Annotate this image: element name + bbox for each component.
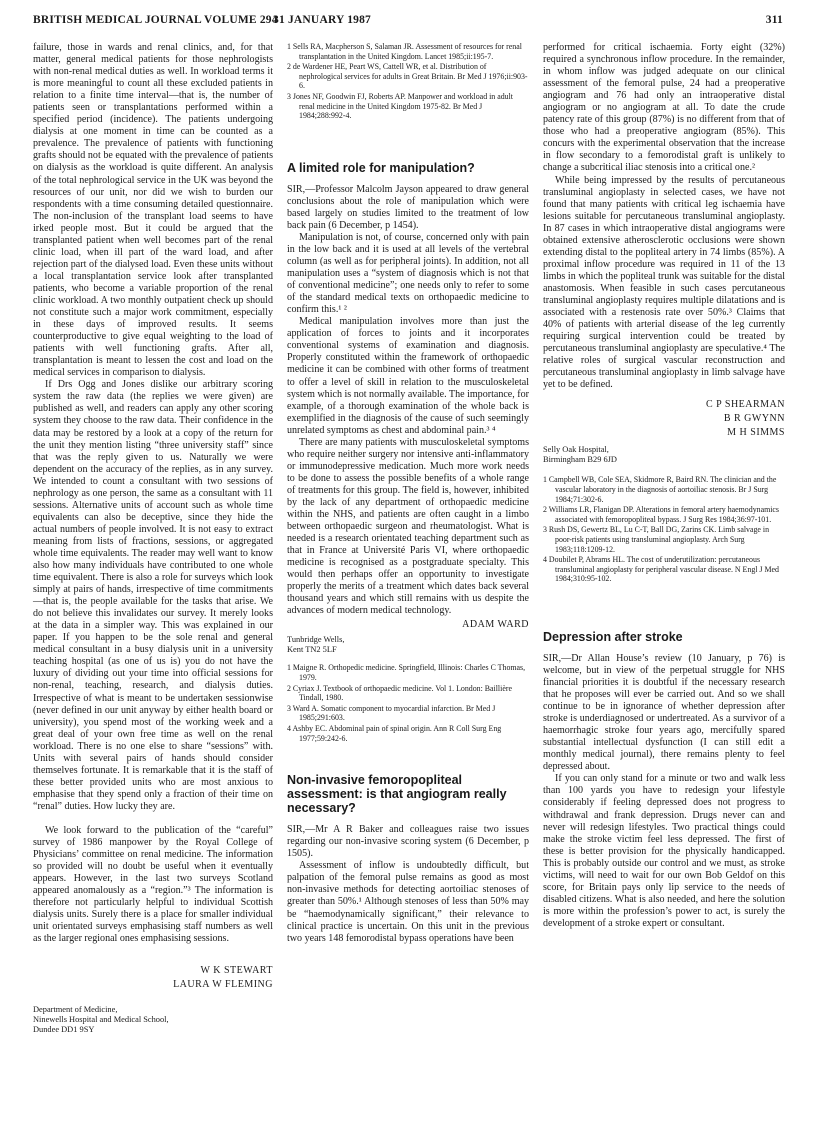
address-line: Birmingham B29 6JD — [543, 455, 617, 465]
column-1 — [33, 42, 273, 1035]
reference-list — [287, 663, 529, 743]
author-name: LAURA W FLEMING — [173, 979, 273, 991]
signature-block — [33, 965, 273, 991]
column-2 — [287, 42, 529, 945]
reference-item: 1 Maigne R. Orthopedic medicine. Springfield, Illinois: Charles C Thomas, 1979. — [287, 663, 526, 683]
page-number: 311 — [765, 14, 783, 26]
journal-title: BRITISH MEDICAL JOURNAL VOLUME 294 — [33, 14, 278, 26]
body-paragraph: Assessment of inflow is undoubtedly difficult, but palpation of the femoral pulse remains as good as most non-invasive methods for detecting aortoiliac stenoses of greater than 50%.¹ Although stenoses of less than 50% may be “haemodynamically significant,” their relevance to clinical practice is uncertain. On this unit in the previous two years 148 femorodistal bypass operations have been — [287, 860, 529, 944]
author-name: W K STEWART — [200, 965, 273, 977]
reference-item: 2 de Wardener HE, Peart WS, Cattell WR, et al. Distribution of nephrological services for adults in Great Britain. Br Med J 1976;ii:903-6. — [287, 62, 528, 91]
body-paragraph: If Drs Ogg and Jones dislike our arbitrary scoring system the raw data (the replies we were given) are published as well, and readers can apply any other scoring system they choose to the raw data. Their confidence in the data may be restored by a look at a copy of the return for the unit they mention listing “three university staff” since that was the reply given to us. Naturally we were dependent on the accuracy of the replies, as in any survey. We intended to count a consultant with two sessions of nephrology as one person, the same as a consultant with 11 sessions. Alternative units of account such as whole time equivalents can also be deceptive, since they hide the actual numbers of people involved. It is not easy to extract meaning from lists of fractions, sessions, or aggregated whole time equivalents. The reader may well want to know also how many individuals have contributed to one whole time equivalent. There is also a role for surveys which look simply at pairs of hands, irrespective of time commitments—that is, the people available for the tasks that arise. We do not believe this invalidates our survey. It merely looks at the data in a simpler way. This was explained in our paper. If you happen to be the sole renal and general medical consultant in a busy dialysis unit in a university teaching hospital (as one of us is) you do not have the luxury of dividing out your time into official sessions for non-renal, teaching, research, and dialysis duties. Irrespective of what is meant to be undertaken sessionwise (never defined in our unit anyway by either health board or university), you spend most of the working week and a great deal of your own free time as well on the renal workload. There is no one else to share “sessions” with. Units with several pairs of hands should consider themselves fortunate. It is remarkable that it is the staff of these better provided units who are most anxious to emphasise that they spend only a fraction of their time on “renal” duties. How lucky they are. — [33, 379, 273, 812]
body-paragraph: There are many patients with musculoskeletal symptoms who require neither surgery nor intensive anti-inflammatory or immunodepressive medication. Much more work needs to be done to assess the possible benefits of a whole range of treatments for this group. The field is, however, inhibited by the lack of any department of orthopaedic medicine within the NHS, and patients are often caught in a limbo between orthopaedic surgeon and rheumatologist. What is needed is a research orientated teaching department such as that in France at Université Paris VI, where orthopaedic medicine is recognised as a postgraduate specialty. This would then perhaps offer an opportunity to investigate properly the merits of a treatment which dates back several thousand years and which still remains with us despite the advances of modern medical technology. — [287, 436, 529, 617]
article-heading: Non-invasive femoropopliteal assessment: is that angiogram really necessary? — [287, 773, 507, 816]
author-address — [33, 1005, 273, 1035]
body-paragraph: SIR,—Dr Allan House’s review (10 January, p 76) is welcome, but in view of the perpetual struggle for NHS financial priorities it is doubtful if the necessary research that he proposes will ever be carried out. And so we shall continue to be in ignorance of whether depression after stroke is underdiagnosed or undertreated. As a survivor of a haemorrhagic stroke four years ago, mercifully spared substantial intellectual dysfunction (I can still edit a monthly medical journal), there remains plenty to feel depressed about. — [543, 652, 785, 773]
body-paragraph: Manipulation is not, of course, concerned only with pain in the low back and it is used at all levels of the vertebral column (as well as for peripheral joints). In addition, not all manipulation uses a “system of diagnosis which is not that of conventional medicine”; one needs only to refer to some of the standard medical texts on orthopaedic medicine to confirm this.¹ ² — [287, 231, 529, 316]
author-name: M H SIMMS — [727, 427, 785, 439]
masthead — [33, 14, 783, 34]
address-line: Tunbridge Wells, — [287, 635, 345, 645]
author-name: C P SHEARMAN — [706, 399, 785, 411]
body-paragraph: Medical manipulation involves more than just the application of forces to joints and it incorporates conventional systems of examination and diagnosis. Properly constituted within the framework of orthopaedic medicine it can be combined with other forms of treatment to offer a level of skill in relation to the musculoskeletal system which is not normally available. The importance, for example, of a thorough examination of the whole back is exemplified in the diagnosis of the cause of such seemingly unrelated symptoms as chest and abdominal pain.³ ⁴ — [287, 316, 529, 436]
address-line: Kent TN2 5LF — [287, 645, 337, 655]
body-paragraph: If you can only stand for a minute or two and walk less than 100 yards you have to redesign your lifestyle considerably if feeling depressed does not progress to withdrawal and frank depression. Drugs never can and never will redesign lifestyles. Two practical things could make the stroke victim feel less depressed. The first of these is better provision for the physically handicapped. This is probably outside our control and we must, as stroke victims, will need to wait for our own Bob Geldof on this score, for Britain pays only lip service to the needs of disabled citizens. What is also needed, and here the solution is more within the profession’s power to act, is surely the development of a stroke expert or consultant. — [543, 773, 785, 929]
author-name: ADAM WARD — [462, 619, 529, 631]
author-address — [543, 445, 785, 465]
address-line: Department of Medicine, — [33, 1005, 118, 1015]
body-paragraph: performed for critical ischaemia. Forty eight (32%) required a synchronous inflow procedure. In the remainder, in whom inflow was judged adequate on our clinical assessment of the femoral pulse, 24 had a preoperative angiogram and 76 had only an intraoperative distal angiogram or no angiogram at all. To date the crude patency rate of this group (87%) is no different from that of those who had a preoperative angiogram (85%). This concurs with the experimental observation that the increase in flow secondary to a femorodistal graft is unlikely to change a subcritical iliac stenosis into a critical one.² — [543, 42, 785, 174]
issue-date: 31 JANUARY 1987 — [273, 14, 371, 26]
reference-item: 4 Ashby EC. Abdominal pain of spinal origin. Ann R Coll Surg Eng 1977;59:242-6. — [287, 724, 502, 743]
article-heading: Depression after stroke — [543, 629, 683, 644]
address-line: Selly Oak Hospital, — [543, 445, 609, 455]
column-3 — [543, 42, 785, 930]
body-paragraph: failure, those in wards and renal clinics, and, for that matter, general medical patients for those nephrologists with non-renal medical duties as well. In workload terms it is more meaningful to count all these excluded patients in relation to a finite time interval—that is, the number of patients seen or transplantations performed within a specified period (incidence). The patients undergoing dialysis at one moment in time can be counted as a prevalence. The prevalence of patients with functioning grafts should not be equated with the prevalence of patients on dialysis as the workload is quite different. An analysis of the total nephrological service in the UK was beyond the resources of our unit, nor did we wish to burden our respondents with a time consuming detailed questionnaire. The non-inclusion of the transplant load seems to have irked people most. But it could be argued that the transplanted patient when well becomes part of the renal clinic load, when ill part of the ward load, and after rejection part of the dialysed load. Even these units without a local transplantation service look after transplanted patients, who become a variable proportion of the renal clinic workload. A two monthly outpatient check up should not constitute such a major work commitment, especially in these days of improved results. It seems counterproductive to give equal weighting to the load of patients with well functioning grafts. After all, transplantation is meant to lessen the cost and load on the medical services in comparison to dialysis. — [33, 42, 273, 379]
author-name: B R GWYNN — [723, 413, 785, 425]
reference-item: 2 Williams LR, Flanigan DP. Alterations in femoral artery haemodynamics associated with femoropopliteal bypass. J Surg Res 1984;36:97-101. — [543, 505, 779, 524]
reference-item: 3 Rush DS, Gewertz BL, Lu C-T, Ball DG, Zarins CK. Limb salvage in poor-risk patients using transluminal angioplasty. Arch Surg 1983;118:1209-12. — [543, 525, 770, 554]
reference-item: 1 Campbell WB, Cole SEA, Skidmore R, Baird RN. The clinician and the vascular laboratory in the diagnosis of aortoiliac stenosis. Br J Surg 1984;71:302-6. — [543, 475, 777, 504]
body-paragraph: We look forward to the publication of the “careful” survey of 1986 manpower by the Royal College of Physicians’ committee on renal medicine. The information so provided will no doubt be useful when it eventually appears. However, in the last two surveys Scotland appeared anomalously as a “region.”³ The information is therefore not particularly helpful to individual Scottish dialysis units. Surely there is a place for smaller individual unit orientated surveys emphasising staff numbers as well as the larger regional ones emphasising sessions. — [33, 825, 273, 945]
author-address — [287, 635, 529, 655]
address-line: Ninewells Hospital and Medical School, — [33, 1015, 169, 1025]
body-paragraph: While being impressed by the results of percutaneous transluminal angioplasty in selected cases, we have not found that many patients with critical leg ischaemia have lesions suitable for percutaneous transluminal angioplasty. In 87 cases in which intraoperative distal angiograms were obtained extensive atherosclerotic occlusions were shown extending distal to the popliteal artery in 74 limbs (85%). A proximal inflow procedure was required in 11 of the 13 limbs in which the popliteal trunk was suitable for the distal anastomosis. When feasible in such cases percutaneous transluminal angioplasty requires multiple dilatations and is associated with a restenosis rate over 50%.³ Claims that 40% of patients with arterial disease of the leg currently requiring surgical intervention could be treated by percutaneous transluminal angioplasty are speculative.⁴ The relative roles of surgical vascular reconstruction and percutaneous transluminal angioplasty in limb salvage have yet to be defined. — [543, 174, 785, 391]
reference-list — [287, 42, 529, 121]
reference-item: 4 Doubilet P, Abrams HL. The cost of underutilization: percutaneous transluminal angioplasty for peripheral vascular disease. N Engl J Med 1984;310:95-102. — [543, 555, 779, 584]
reference-item: 3 Ward A. Somatic component to myocardial infarction. Br Med J 1985;291:603. — [287, 703, 496, 723]
body-paragraph: SIR,—Mr A R Baker and colleagues raise two issues regarding our non-invasive scoring system (6 December, p 1505). — [287, 824, 529, 860]
body-paragraph: SIR,—Professor Malcolm Jayson appeared to draw general conclusions about the role of manipulation which were based largely on studies limited to the treatment of low back pain (6 December, p 1454). — [287, 183, 529, 231]
address-line: Dundee DD1 9SY — [33, 1025, 95, 1035]
reference-item: 3 Jones NF, Goodwin FJ, Roberts AP. Manpower and workload in adult renal medicine in the United Kingdom 1975-82. Br Med J 1984;288:992-4. — [287, 91, 513, 121]
reference-list — [543, 475, 785, 584]
reference-item: 2 Cyriax J. Textbook of orthopaedic medicine. Vol 1. London: Baillière Tindall, 1980. — [287, 683, 512, 703]
article-heading: A limited role for manipulation? — [287, 160, 475, 175]
reference-item: 1 Sells RA, Macpherson S, Salaman JR. Assessment of resources for renal transplantation in the United Kingdom. Lancet 1985;ii:195-7. — [287, 42, 522, 61]
signature-block — [543, 399, 785, 439]
